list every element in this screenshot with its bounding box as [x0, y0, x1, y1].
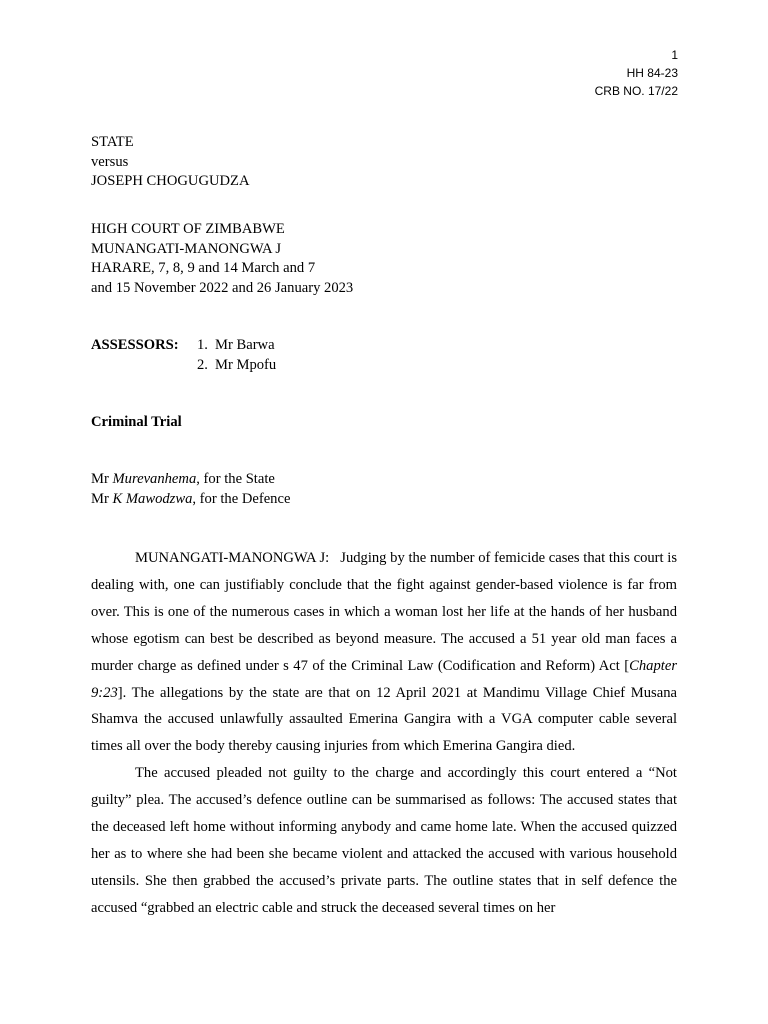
assessor-row — [91, 356, 276, 376]
assessor-name: Mr Mpofu — [215, 356, 277, 373]
page-header — [595, 46, 678, 100]
trial-type-heading: Criminal Trial — [91, 414, 182, 430]
assessors-block — [91, 336, 276, 375]
versus-text: versus — [91, 153, 129, 170]
judgment-body — [91, 545, 677, 922]
judgment-paragraph: MUNANGATI-MANONGWA J: Judging by the number of femicide cases that this court is dealing with, one can justifiably conclude that the fight against gender-based violence is far from over. This is one of the numerous cases in which a woman lost her life at the hands of her husband whose egotism can best be described as beyond measure. The accused a 51 year old man faces a murder charge as defined under s 47 of the Criminal Law (Codification and Reform) Act [Chapter 9:23]. The allegations by the state are that on 12 April 2021 at Mandimu Village Chief Musana Shamva the accused unlawfully assaulted Emerina Gangira with a VGA computer cable several times all over the body thereby causing injuries from which Emerina Gangira died. — [91, 550, 678, 755]
case-number: CRB NO. 17/22 — [594, 84, 678, 98]
court-details — [91, 220, 353, 298]
party-accused: JOSEPH CHOGUGUDZA — [91, 173, 250, 189]
judge-name: MUNANGATI-MANONGWA J — [91, 240, 282, 257]
judgment-paragraph: The accused pleaded not guilty to the charge and accordingly this court entered a “Not guilty” plea. The accused’s defence outline can be summarised as follows: The accused states that the deceased left home without informing anybody and came home late. When the accused quizzed her as to where she had been she became violent and attacked the accused with various household utensils. She then grabbed the accused’s private parts. The outline states that in self defence the accused “grabbed an electric cable and struck the deceased several times on her — [91, 765, 677, 916]
assessor-name: Mr Barwa — [215, 337, 275, 353]
assessor-row — [91, 336, 276, 356]
counsel-block — [91, 470, 290, 509]
assessor-number: 1. — [197, 337, 208, 353]
court-name: HIGH COURT OF ZIMBABWE — [91, 221, 285, 237]
assessor-number: 2. — [197, 356, 208, 373]
statute-chapter: Chapter 9:23 — [91, 657, 677, 701]
judge-intro: MUNANGATI-MANONGWA J: — [135, 550, 341, 566]
hearing-dates-line2: and 15 November 2022 and 26 January 2023 — [91, 279, 354, 296]
counsel-state: Mr Murevanhema, for the State — [91, 471, 275, 487]
party-state: STATE — [91, 134, 134, 150]
judgment-number: HH 84-23 — [626, 66, 678, 80]
page-number: 1 — [671, 48, 678, 62]
assessors-label: ASSESSORS: — [91, 337, 179, 353]
counsel-name: K Mawodzwa — [112, 490, 193, 507]
counsel-defence: Mr K Mawodzwa, for the Defence — [91, 490, 291, 507]
hearing-dates-line1: HARARE, 7, 8, 9 and 14 March and 7 — [91, 260, 316, 276]
counsel-name: Murevanhema — [112, 471, 197, 487]
case-parties — [91, 133, 250, 192]
